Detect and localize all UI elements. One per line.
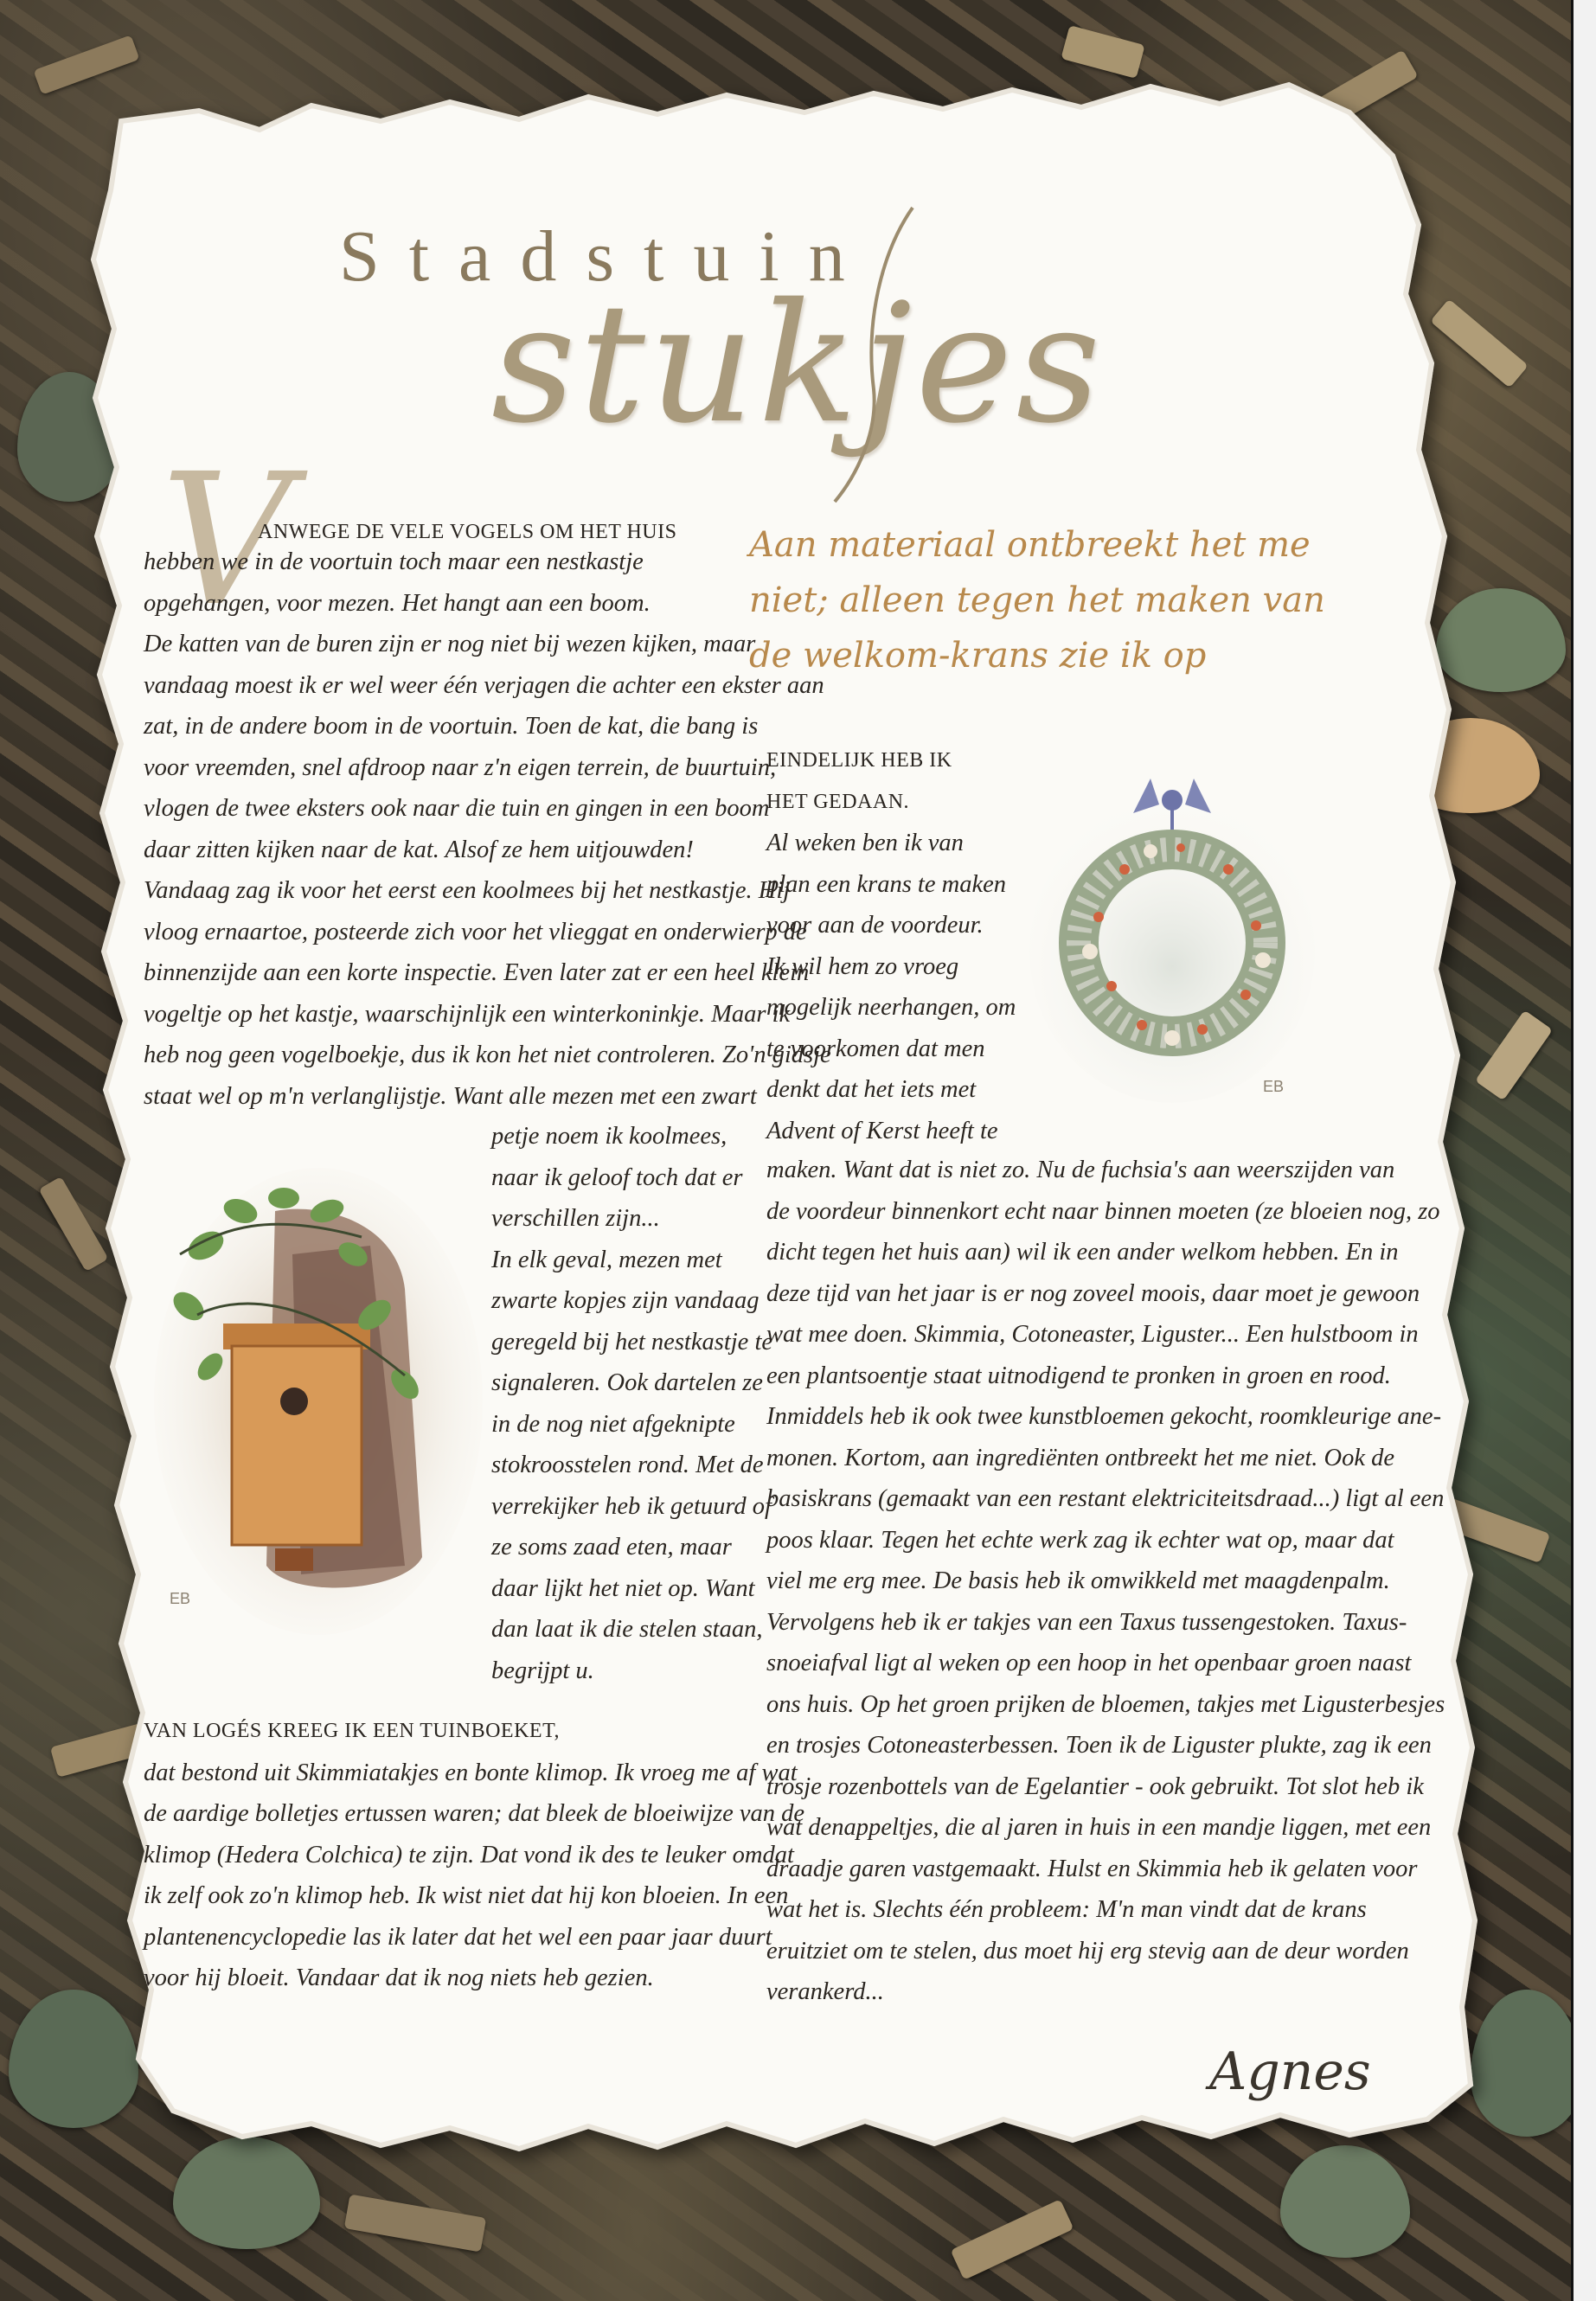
body-line: dan laat ik die stelen staan, [491,1616,763,1643]
body-line: wat denappeltjes, die al jaren in huis in een mandje liggen, met een [766,1814,1432,1841]
section2-lead-caps: VAN LOGÉS KREEG IK EEN TUINBOEKET, [144,1720,560,1742]
section1-lead-caps: ANWEGE DE VELE VOGELS OM HET HUIS [258,521,677,543]
body-line: dat bestond uit Skimmiatakjes en bonte klimop. Ik vroeg me af wat [144,1759,798,1786]
body-line: De katten van de buren zijn er nog niet bij wezen kijken, maar [144,631,756,657]
body-line: binnenzijde aan een korte inspectie. Even later zat er een heel klein [144,959,810,986]
body-line: plantenencyclopedie las ik later dat het wel een paar jaar duurt [144,1923,772,1951]
body-line: Al weken ben ik van [766,830,964,856]
body-line: viel me erg mee. De basis heb ik omwikkeld met maagdenpalm. [766,1567,1390,1594]
title-stukjes: stukjes [491,268,1105,459]
body-line: zat, in de andere boom in de voortuin. Toen de kat, die bang is [144,713,759,740]
quote-line: Aan materiaal ontbreekt het me [749,525,1311,565]
body-line: ze soms zaad eten, maar [491,1534,732,1561]
body-line: draadje garen vastgemaakt. Hulst en Skimmia heb ik gelaten voor [766,1855,1418,1882]
section3-lead-caps-2: HET GEDAAN. [766,790,910,813]
body-line: de voordeur binnenkort echt naar binnen moeten (ze bloeien nog, zo [766,1197,1440,1225]
body-line: denkt dat het iets met [766,1076,977,1103]
body-line: geregeld bij het nestkastje te [491,1328,773,1356]
quote-line: niet; alleen tegen het maken van [749,580,1325,620]
quote-line: de welkom-krans zie ik op [749,636,1207,676]
body-line: de aardige bolletjes ertussen waren; dat bleek de bloeiwijze van de [144,1800,805,1827]
body-line: Ik wil hem zo vroeg [766,952,959,980]
body-line: in de nog niet afgeknipte [491,1410,735,1438]
body-line: wat mee doen. Skimmia, Cotoneaster, Liguster... Een hulstboom in [766,1321,1419,1348]
body-line: mogelijk neerhangen, om [766,994,1016,1021]
section1-wrap-text [491,1116,772,1691]
body-line: wat het is. Slechts één probleem: M'n man vindt dat de krans [766,1896,1367,1923]
body-line: verrekijker heb ik getuurd of [491,1492,772,1520]
body-line: petje noem ik koolmees, [491,1123,727,1150]
body-line: klimop (Hedera Colchica) te zijn. Dat vond ik des te leuker omdat [144,1841,794,1868]
body-line: poos klaar. Tegen het echte werk zag ik echter wat op, maar dat [766,1526,1394,1554]
body-line: en trosjes Cotoneasterbessen. Toen ik de Liguster plukte, zag ik een [766,1732,1432,1759]
body-line: deze tijd van het jaar is er nog zoveel moois, daar moet je gewoon [766,1279,1420,1307]
drop-cap: V [161,434,292,646]
body-line: te voorkomen dat men [766,1035,985,1062]
body-line: vogeltje op het kastje, waarschijnlijk een winterkoninkje. Maar ik [144,1000,791,1028]
body-line: vlogen de twee eksters ook naar die tuin en gingen in een boom [144,795,770,822]
body-line: voor vreemden, snel afdroop naar z'n eigen terrein, de buurtuin, [144,753,777,781]
wreath-illustration [1029,761,1315,1103]
body-line: zwarte kopjes zijn vandaag [491,1287,760,1314]
body-line: daar lijkt het niet op. Want [491,1574,755,1602]
section3-narrow-lines [766,823,1016,1151]
body-line: dicht tegen het huis aan) wil ik een ander welkom hebben. En in [766,1239,1399,1266]
body-line: een plantsoentje staat uitnodigend te pronken in groen en rood. [766,1362,1391,1389]
pull-quote [749,517,1398,683]
body-line: verankerd... [766,1978,884,2005]
body-line: snoeiafval ligt al weken op een hoop in het openbaar groen naast [766,1650,1412,1676]
body-line: Advent of Kerst heeft te [766,1117,998,1144]
body-line: eruitziet om te stelen, dus moet hij erg stevig aan de deur worden [766,1937,1409,1965]
body-line: ons huis. Op het groen prijken de bloemen, takjes met Ligusterbesjes [766,1690,1445,1718]
body-line: Inmiddels heb ik ook twee kunstbloemen gekocht, roomkleurige ane- [766,1403,1442,1430]
body-line: voor aan de voordeur. [766,912,984,939]
body-line: stokroosstelen rond. Met de [491,1452,764,1478]
body-line: verschillen zijn... [491,1205,660,1232]
birdhouse-artist-initials: EB [170,1590,191,1607]
body-line: plan een krans te maken [766,870,1006,898]
body-line: basiskrans (gemaakt van een restant elektriciteitsdraad...) ligt al een [766,1485,1445,1512]
body-line: Vervolgens heb ik er takjes van een Taxus tussengestoken. Taxus- [766,1608,1407,1636]
body-line: vandaag moest ik er wel weer één verjagen die achter een ekster aan [144,671,824,699]
body-line: naar ik geloof toch dat er [491,1163,743,1191]
body-line: signaleren. Ook dartelen ze [491,1369,763,1396]
body-line: In elk geval, mezen met [491,1246,722,1273]
body-line: hebben we in de voortuin toch maar een nestkastje [144,548,644,575]
title-swash-ornament [830,199,934,510]
wreath-artist-initials: EB [1263,1078,1285,1095]
title-stadstuin: Stadstuin [339,216,875,297]
section2-lines [144,1753,804,1999]
section3-body [766,1150,1445,2013]
body-line: trosje rozenbottels van de Egelantier - ook gebruikt. Tot slot heb ik [766,1772,1424,1800]
body-line: ik zelf ook zo'n klimop heb. Ik wist niet dat hij kon bloeien. In een [144,1882,789,1909]
body-line: opgehangen, voor mezen. Het hangt aan een boom. [144,589,651,617]
body-line: voor hij bloeit. Vandaar dat ik nog niets heb gezien. [144,1965,654,1991]
birdhouse-illustration [145,1150,491,1635]
section3-lead-caps-1: EINDELIJK HEB IK [766,749,952,772]
body-line: monen. Kortom, aan ingrediënten ontbreekt het me niet. Ook de [766,1444,1395,1471]
section2-body [144,1711,804,1999]
body-line: maken. Want dat is niet zo. Nu de fuchsia's aan weerszijden van [766,1157,1395,1183]
body-line: vloog ernaartoe, posteerde zich voor het vlieggat en onderwierp de [144,918,807,945]
section1-body [144,542,831,1117]
section3-intro [766,740,1016,1151]
body-line: daar zitten kijken naar de kat. Alsof ze hem uitjouwden! [144,836,694,863]
signature: Agnes [1209,2041,1371,2102]
body-line: staat wel op m'n verlanglijstje. Want alle mezen met een zwart [144,1082,757,1110]
body-line: heb nog geen vogelboekje, dus ik kon het niet controleren. Zo'n gidsje [144,1042,831,1068]
body-line: begrijpt u. [491,1657,594,1684]
body-line: Vandaag zag ik voor het eerst een koolmees bij het nestkastje. Hij [144,877,791,904]
